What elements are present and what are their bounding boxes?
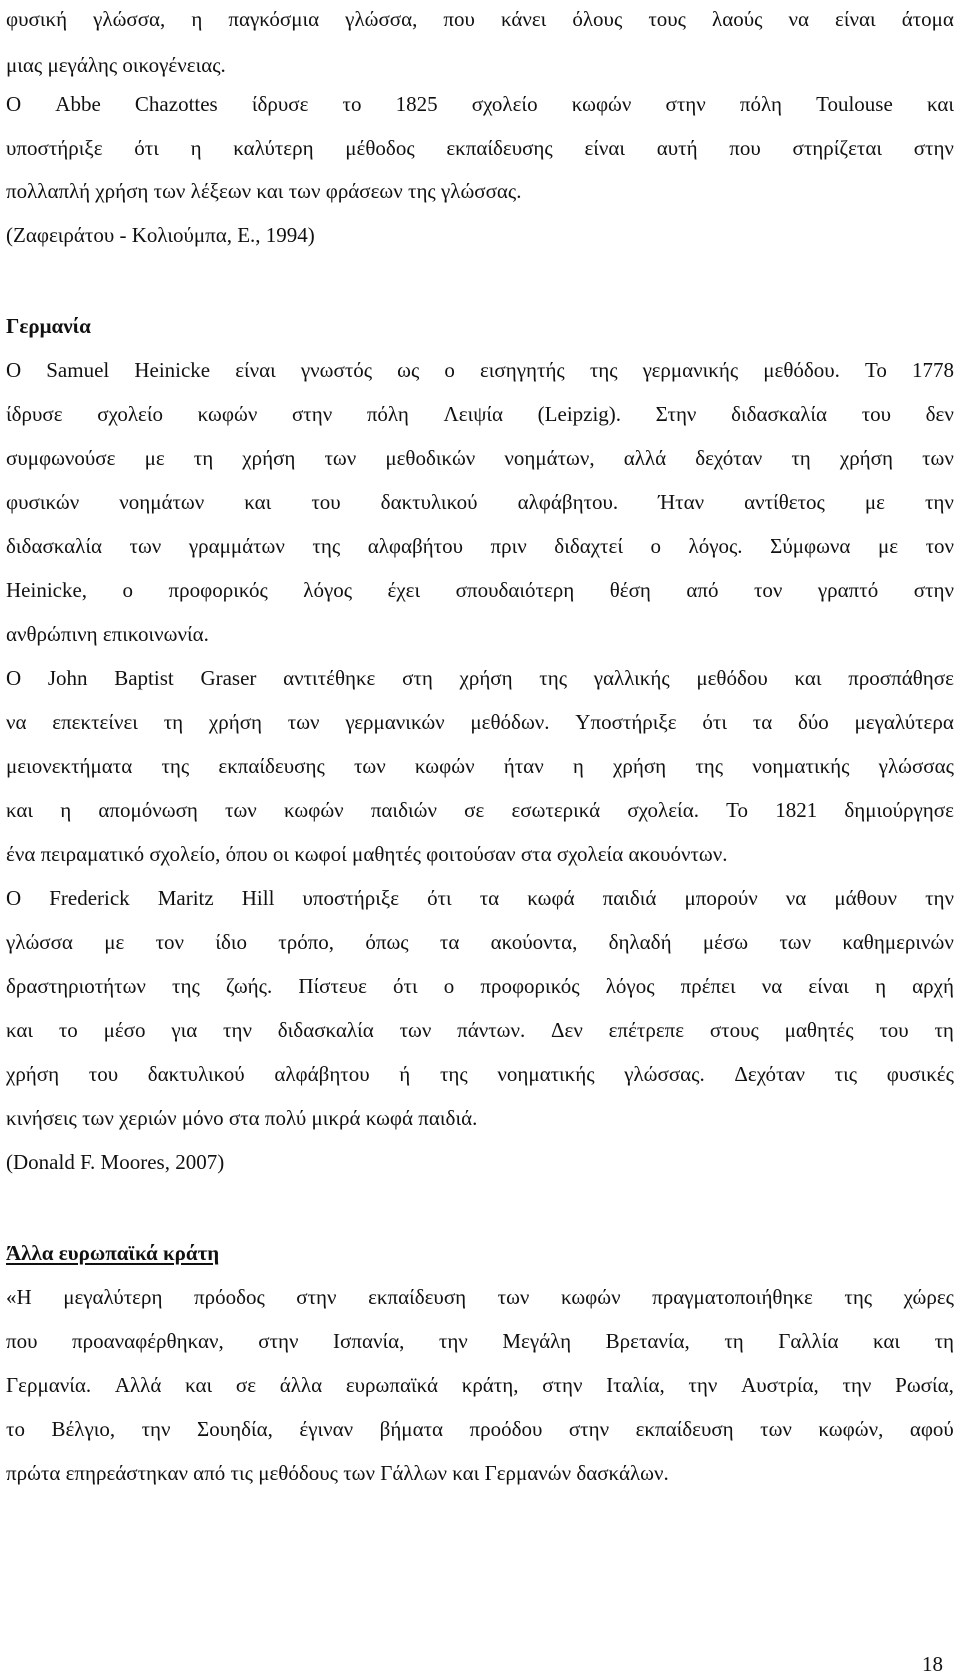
text-line: μιας μεγάλης οικογένειας. [6,53,226,77]
text-line: Ο Samuel Heinicke είναι γνωστός ως ο εισηγητής της γερμανικής μεθόδου. Το 1778 [6,358,954,382]
text-line: διδασκαλία των γραμμάτων της αλφαβήτου πριν διδαχτεί ο λόγος. Σύμφωνα με τον [6,534,954,558]
text-line: που προαναφέρθηκαν, στην Ισπανία, την Μεγάλη Βρετανία, τη Γαλλία και τη [6,1329,954,1353]
text-line: να επεκτείνει τη χρήση των γερμανικών μεθόδων. Υποστήριξε ότι τα δύο μεγαλύτερα [6,710,954,734]
text-line: ένα πειραματικό σχολείο, όπου οι κωφοί μαθητές φοιτούσαν στα σχολεία ακουόντων. [6,842,728,866]
text-line: υποστήριξε ότι η καλύτερη μέθοδος εκπαίδευσης είναι αυτή που στηρίζεται στην [6,136,954,160]
section-heading: Άλλα ευρωπαϊκά κράτη [6,1241,220,1265]
text-line: πολλαπλή χρήση των λέξεων και των φράσεων της γλώσσας. [6,179,522,203]
text-line: (Donald F. Moores, 2007) [6,1150,225,1174]
text-line: γλώσσα με τον ίδιο τρόπο, όπως τα ακούοντα, δηλαδή μέσω των καθημερινών [6,930,954,954]
text-line: πρώτα επηρεάστηκαν από τις μεθόδους των Γάλλων και Γερμανών δασκάλων. [6,1461,669,1485]
text-line: (Ζαφειράτου - Κολιούμπα, Ε., 1994) [6,223,315,247]
page-number: 18 [922,1652,943,1676]
text-line: φυσικών νοημάτων και του δακτυλικού αλφάβητου. Ήταν αντίθετος με την [6,490,954,514]
text-line: ανθρώπινη επικοινωνία. [6,622,209,646]
text-line: και το μέσο για την διδασκαλία των πάντων. Δεν επέτρεπε στους μαθητές του τη [6,1018,954,1042]
text-line: συμφωνούσε με τη χρήση των μεθοδικών νοημάτων, αλλά δεχόταν τη χρήση των [6,446,954,470]
text-line: χρήση του δακτυλικού αλφάβητου ή της νοηματικής γλώσσας. Δεχόταν τις φυσικές [6,1062,954,1086]
text-line: «Η μεγαλύτερη πρόοδος στην εκπαίδευση των κωφών πραγματοποιήθηκε της χώρες [6,1285,954,1309]
text-line: και η απομόνωση των κωφών παιδιών σε εσωτερικά σχολεία. Το 1821 δημιούργησε [6,798,954,822]
text-line: δραστηριοτήτων της ζωής. Πίστευε ότι ο προφορικός λόγος πρέπει να είναι η αρχή [6,974,954,998]
text-line: ίδρυσε σχολείο κωφών στην πόλη Λειψία (Leipzig). Στην διδασκαλία του δεν [6,402,954,426]
text-line: Γερμανία. Αλλά και σε άλλα ευρωπαϊκά κράτη, στην Ιταλία, την Αυστρία, την Ρωσία, [6,1373,954,1397]
text-line: μειονεκτήματα της εκπαίδευσης των κωφών ήταν η χρήση της νοηματικής γλώσσας [6,754,954,778]
text-line: φυσική γλώσσα, η παγκόσμια γλώσσα, που κάνει όλους τους λαούς να είναι άτομα [6,7,954,31]
text-line: Heinicke, ο προφορικός λόγος έχει σπουδαιότερη θέση από τον γραπτό στην [6,578,954,602]
text-line: Ο Frederick Maritz Hill υποστήριξε ότι τα κωφά παιδιά μπορούν να μάθουν την [6,886,954,910]
text-line: Ο Abbe Chazottes ίδρυσε το 1825 σχολείο κωφών στην πόλη Toulouse και [6,92,954,116]
text-line: Ο John Baptist Graser αντιτέθηκε στη χρήση της γαλλικής μεθόδου και προσπάθησε [6,666,954,690]
text-line: κινήσεις των χεριών μόνο στα πολύ μικρά κωφά παιδιά. [6,1106,478,1130]
section-heading: Γερμανία [6,314,91,338]
text-line: το Βέλγιο, την Σουηδία, έγιναν βήματα προόδου στην εκπαίδευση των κωφών, αφού [6,1417,954,1441]
